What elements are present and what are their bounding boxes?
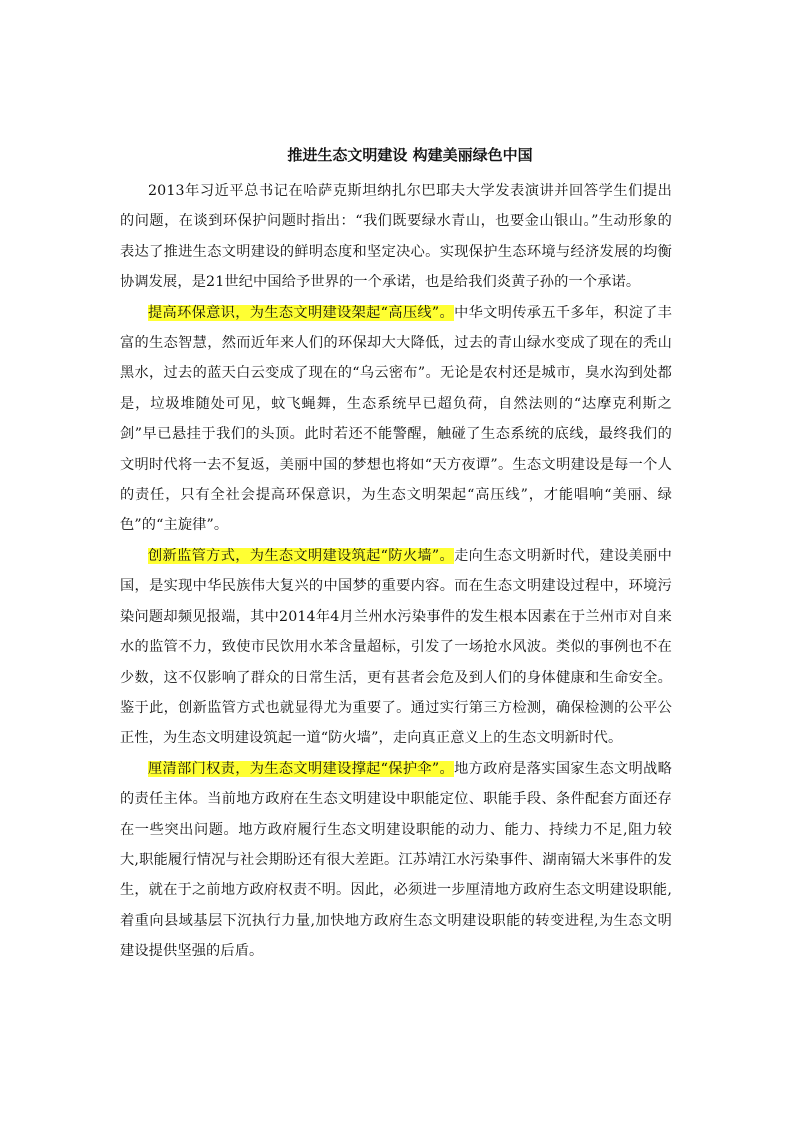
paragraph-4-highlight: 厘清部门权责，为生态文明建设撑起“保护伞”。 (148, 760, 455, 777)
paragraph-3 (120, 541, 672, 754)
paragraph-1-text: 2013年习近平总书记在哈萨克斯坦纳扎尔巴耶夫大学发表演讲并回答学生们提出的问题，在谈到环保护问题时指出：“我们既要绿水青山，也要金山银山。”生动形象的表达了推进生态文明建设的鲜明态度和坚定决心。实现保护生态环境与经济发展的均衡协调发展，是21世纪中国给予世界的一个承诺，也是给我们炎黄子孙的一个承诺。 (120, 183, 672, 291)
paragraph-1 (120, 176, 672, 298)
document-title: 推进生态文明建设 构建美丽绿色中国 (287, 146, 533, 164)
paragraph-2 (120, 298, 672, 541)
paragraph-2-text: 中华文明传承五千多年，积淀了丰富的生态智慧，然而近年来人们的环保却大大降低，过去的青山绿水变成了现在的秃山黑水，过去的蓝天白云变成了现在的“乌云密布”。无论是农村还是城市，臭水沟到处都是，垃圾堆随处可见，蚊飞蝇舞，生态系统早已超负荷，自然法则的“达摩克利斯之剑”早已悬挂于我们的头顶。此时若还不能警醒，触碰了生态系统的底线，最终我们的文明时代将一去不复返，美丽中国的梦想也将如“天方夜谭”。生态文明建设是每一个人的责任，只有全社会提高环保意识，为生态文明架起“高压线”，才能唱响“美丽、绿色”的“主旋律”。 (120, 304, 672, 534)
paragraph-4 (120, 754, 672, 967)
paragraph-2-highlight: 提高环保意识，为生态文明建设架起“高压线”。 (148, 304, 455, 321)
paragraph-4-text: 地方政府是落实国家生态文明战略的责任主体。当前地方政府在生态文明建设中职能定位、职能手段、条件配套方面还存在一些突出问题。地方政府履行生态文明建设职能的动力、能力、持续力不足,阻力较大,职能履行情况与社会期盼还有很大差距。江苏靖江水污染事件、湖南镉大米事件的发生，就在于之前地方政府权责不明。因此，必须进一步厘清地方政府生态文明建设职能,着重向县域基层下沉执行力量,加快地方政府生态文明建设职能的转变进程,为生态文明建设提供坚强的后盾。 (120, 760, 672, 960)
paragraph-3-highlight: 创新监管方式，为生态文明建设筑起“防火墙”。 (148, 547, 455, 564)
paragraph-3-text: 走向生态文明新时代，建设美丽中国，是实现中华民族伟大复兴的中国梦的重要内容。而在生态文明建设过程中，环境污染问题却频见报端，其中2014年4月兰州水污染事件的发生根本因素在于兰州市对自来水的监管不力，致使市民饮用水苯含量超标，引发了一场抢水风波。类似的事例也不在少数，这不仅影响了群众的日常生活，更有甚者会危及到人们的身体健康和生命安全。鉴于此，创新监管方式也就显得尤为重要了。通过实行第三方检测，确保检测的公平公正性，为生态文明建设筑起一道“防火墙”，走向真正意义上的生态文明新时代。 (120, 547, 672, 747)
document-body (120, 176, 672, 967)
